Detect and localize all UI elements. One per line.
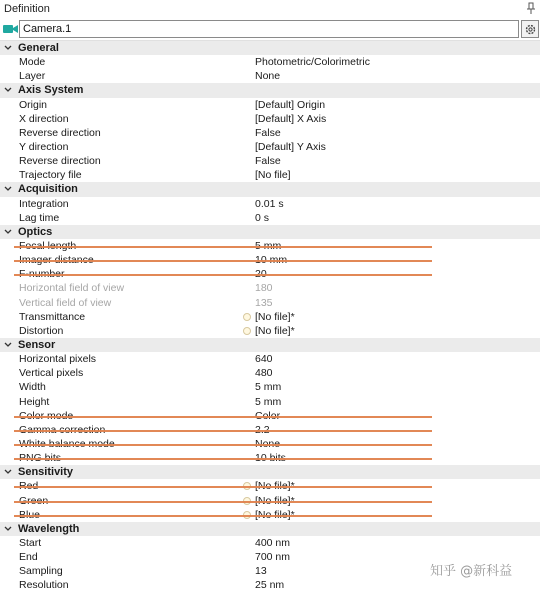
strikethrough-mark xyxy=(14,430,432,432)
property-row[interactable] xyxy=(0,253,540,267)
property-row xyxy=(0,281,540,295)
property-value[interactable]: 480 xyxy=(255,367,273,380)
category-label: Optics xyxy=(18,225,53,238)
chevron-down-icon[interactable] xyxy=(3,522,13,536)
property-row xyxy=(0,296,540,310)
property-value[interactable]: 25 nm xyxy=(255,579,285,592)
category-row[interactable] xyxy=(0,225,540,239)
property-value[interactable]: 0.01 s xyxy=(255,197,284,210)
property-value[interactable]: [No file]* xyxy=(255,310,295,323)
category-row[interactable] xyxy=(0,182,540,196)
property-value[interactable]: 400 nm xyxy=(255,536,291,549)
property-row[interactable] xyxy=(0,267,540,281)
property-value[interactable]: False xyxy=(255,155,281,168)
strikethrough-mark xyxy=(14,515,432,517)
strikethrough-mark xyxy=(14,501,432,503)
property-row[interactable] xyxy=(0,98,540,112)
category-row[interactable] xyxy=(0,338,540,352)
property-name: Sampling xyxy=(19,565,63,578)
property-name: Integration xyxy=(19,197,69,210)
strikethrough-mark xyxy=(14,274,432,276)
watermark: 知乎 @新科益 xyxy=(430,564,513,579)
property-value[interactable]: 0 s xyxy=(255,211,270,224)
file-browse-icon[interactable] xyxy=(243,327,251,335)
property-value[interactable]: [No file]* xyxy=(255,324,295,337)
property-name: X direction xyxy=(19,112,69,125)
property-row[interactable] xyxy=(0,451,540,465)
gear-icon xyxy=(524,23,537,36)
property-value[interactable]: [No file] xyxy=(255,169,291,182)
property-name: Resolution xyxy=(19,579,69,592)
property-value[interactable]: [Default] X Axis xyxy=(255,112,327,125)
property-row[interactable] xyxy=(0,366,540,380)
property-row[interactable] xyxy=(0,409,540,423)
camera-icon xyxy=(3,24,18,34)
property-row[interactable] xyxy=(0,154,540,168)
property-name: Height xyxy=(19,395,50,408)
object-name-row xyxy=(0,18,544,40)
file-browse-icon[interactable] xyxy=(243,313,251,321)
property-value[interactable]: [Default] Origin xyxy=(255,98,326,111)
chevron-down-icon[interactable] xyxy=(3,182,13,196)
strikethrough-mark xyxy=(14,486,432,488)
property-name: Layer xyxy=(19,70,46,83)
property-name: Y direction xyxy=(19,140,69,153)
property-name: End xyxy=(19,551,38,564)
chevron-down-icon[interactable] xyxy=(3,225,13,239)
category-label: Sensitivity xyxy=(18,466,74,479)
object-name-input[interactable] xyxy=(19,20,519,38)
property-value[interactable]: None xyxy=(255,70,281,83)
property-row[interactable] xyxy=(0,437,540,451)
property-name: Lag time xyxy=(19,211,60,224)
property-row[interactable] xyxy=(0,380,540,394)
panel-header xyxy=(0,0,544,18)
property-row[interactable] xyxy=(0,395,540,409)
chevron-down-icon[interactable] xyxy=(3,465,13,479)
property-name: Start xyxy=(19,536,42,549)
property-row[interactable] xyxy=(0,508,540,522)
property-name: Width xyxy=(19,381,46,394)
property-row[interactable] xyxy=(0,578,540,592)
property-row[interactable] xyxy=(0,239,540,253)
property-name: Reverse direction xyxy=(19,155,101,168)
property-name: Vertical field of view xyxy=(19,296,112,309)
property-value: 180 xyxy=(255,282,273,295)
property-row[interactable] xyxy=(0,324,540,338)
property-row[interactable] xyxy=(0,310,540,324)
property-value[interactable]: 13 xyxy=(255,565,267,578)
property-row[interactable] xyxy=(0,126,540,140)
property-row[interactable] xyxy=(0,112,540,126)
property-row[interactable] xyxy=(0,352,540,366)
category-label: General xyxy=(18,42,59,54)
property-name: Origin xyxy=(19,98,48,111)
category-label: Acquisition xyxy=(18,183,78,196)
property-name: Mode xyxy=(19,56,46,69)
property-row[interactable] xyxy=(0,494,540,508)
property-row[interactable] xyxy=(0,69,540,83)
property-name: Transmittance xyxy=(19,310,86,323)
category-row[interactable] xyxy=(0,41,540,55)
property-row[interactable] xyxy=(0,536,540,550)
property-name: Horizontal field of view xyxy=(19,282,125,295)
property-name: Trajectory file xyxy=(19,169,82,182)
property-name: Horizontal pixels xyxy=(19,353,97,366)
settings-button[interactable] xyxy=(521,20,539,38)
property-value[interactable]: False xyxy=(255,126,281,139)
property-value[interactable]: 700 nm xyxy=(255,551,291,564)
property-value[interactable]: 5 mm xyxy=(255,395,282,408)
property-row[interactable] xyxy=(0,55,540,69)
property-value[interactable]: Photometric/Colorimetric xyxy=(255,56,370,69)
category-row[interactable] xyxy=(0,83,540,97)
property-row[interactable] xyxy=(0,197,540,211)
category-row[interactable] xyxy=(0,465,540,479)
property-row[interactable] xyxy=(0,211,540,225)
pin-icon[interactable] xyxy=(525,2,537,15)
category-row[interactable] xyxy=(0,522,540,536)
strikethrough-mark xyxy=(14,444,432,446)
property-name: Reverse direction xyxy=(19,126,101,139)
chevron-down-icon[interactable] xyxy=(3,338,13,352)
property-value: 135 xyxy=(255,296,273,309)
property-grid xyxy=(0,40,540,592)
strikethrough-mark xyxy=(14,458,432,460)
chevron-down-icon[interactable] xyxy=(3,41,13,55)
property-row[interactable] xyxy=(0,168,540,182)
strikethrough-mark xyxy=(14,246,432,248)
category-label: Axis System xyxy=(18,84,84,97)
property-value[interactable]: 5 mm xyxy=(255,381,282,394)
strikethrough-mark xyxy=(14,260,432,262)
property-row[interactable] xyxy=(0,140,540,154)
chevron-down-icon[interactable] xyxy=(3,83,13,97)
property-value[interactable]: [Default] Y Axis xyxy=(255,140,326,153)
category-label: Sensor xyxy=(18,338,56,351)
property-value[interactable]: 640 xyxy=(255,353,273,366)
property-name: Distortion xyxy=(19,324,64,337)
property-row[interactable] xyxy=(0,479,540,493)
property-name: Vertical pixels xyxy=(19,367,84,380)
property-row[interactable] xyxy=(0,423,540,437)
strikethrough-mark xyxy=(14,416,432,418)
category-label: Wavelength xyxy=(18,522,80,535)
panel-title: Definition xyxy=(4,3,50,15)
